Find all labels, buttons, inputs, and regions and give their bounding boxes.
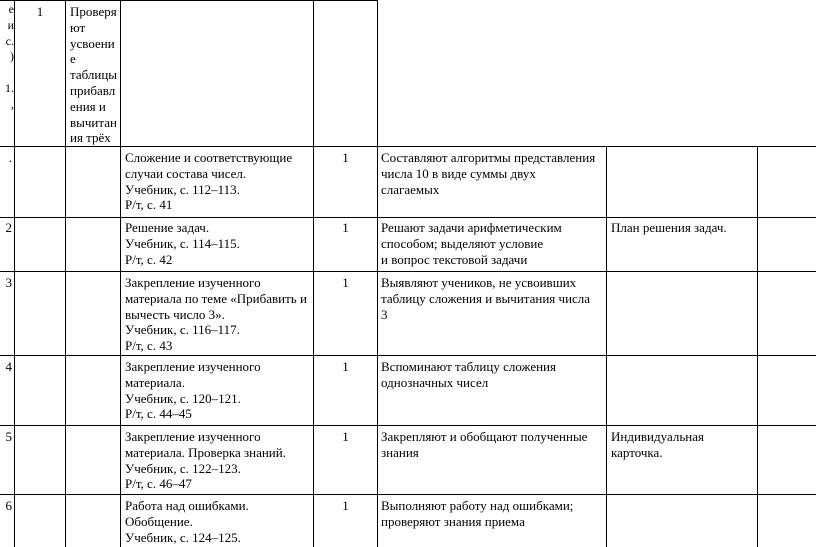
cut-off-cell-text: 5 [5, 429, 12, 444]
cut-off-cell-text: 4 [5, 359, 12, 374]
activity-cell: Решают задачи арифметическим способом; выделяют условие и вопрос текстовой задачи [381, 220, 562, 267]
topic-cell: Закрепление изученного материала. Учебник, с. 120–121. Р/т, с. 44–45 [125, 359, 261, 422]
hours-cell: 1 [342, 359, 349, 374]
row-border [0, 271, 816, 272]
hours-cell: 1 [342, 275, 349, 290]
hours-cell: 1 [342, 220, 349, 235]
topic-cell: Закрепление изученного материала по теме «Прибавить и вычесть число 3». Учебник, с. 116–117. Р/т, с. 43 [125, 275, 307, 354]
hours-cell: 1 [342, 429, 349, 444]
row-border [0, 146, 816, 147]
column-border [313, 0, 314, 547]
column-border [120, 0, 121, 547]
row-border [0, 355, 816, 356]
row-border [0, 217, 816, 218]
row-border [0, 494, 816, 495]
column-border [377, 0, 378, 547]
hours-cell: 1 [342, 498, 349, 513]
column-border [65, 0, 66, 547]
topic-cell: Закрепление изученного материала. Проверка знаний. Учебник, с. 122–123. Р/т, с. 46–47 [125, 429, 286, 492]
row-border [0, 0, 378, 1]
activity-cell: Выявляют учеников, не усвоивших таблицу сложения и вычитания числа 3 [381, 275, 591, 322]
row-border [0, 425, 816, 426]
extra-cell: Индивидуальная карточка. [611, 429, 704, 460]
activity-cell: Вспоминают таблицу сложения однозначных чисел [381, 359, 556, 390]
column-border [606, 146, 607, 547]
hours-cell: 1 [36, 4, 44, 19]
activity-cell: Проверя ют усвоени е таблицы прибавл ения и вычитан ия трёх [70, 4, 118, 146]
topic-cell: Сложение и соответствующие случаи состава чисел. Учебник, с. 112–113. Р/т, с. 41 [125, 150, 293, 213]
hours-cell: 1 [342, 150, 349, 165]
cut-off-cell-text: 6 [5, 498, 12, 513]
activity-cell: Составляют алгоритмы представления числа 10 в виде суммы двух слагаемых [381, 150, 596, 197]
activity-cell: Выполняют работу над ошибками; проверяют знания приема [381, 498, 574, 529]
cut-off-cell-text: . [8, 150, 12, 165]
cut-off-cell-text: 2 [5, 220, 12, 235]
activity-cell: Закрепляют и обобщают полученные знания [381, 429, 588, 460]
topic-cell: Решение задач. Учебник, с. 114–115. Р/т, с. 42 [125, 220, 240, 267]
column-border [757, 146, 758, 547]
topic-cell: Работа над ошибками. Обобщение. Учебник, с. 124–125. [125, 498, 249, 545]
column-border [14, 0, 15, 547]
cut-off-cell-text: е и с. ) 1. , [5, 2, 14, 111]
extra-cell: План решения задач. [611, 220, 727, 235]
cut-off-cell-text: 3 [5, 275, 12, 290]
